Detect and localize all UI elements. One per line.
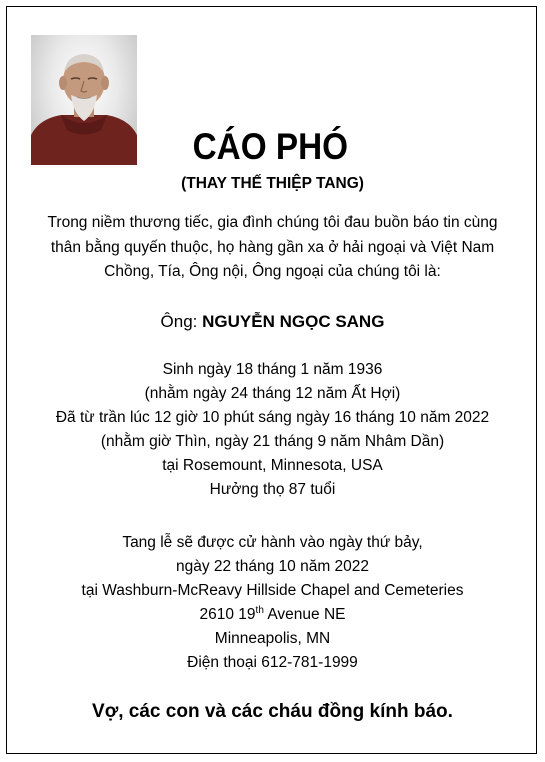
age: Hưởng thọ 87 tuổi [209,481,336,498]
death-date: Đã từ trần lúc 12 giờ 10 phút sáng ngày 16 tháng 10 năm 2022 [55,409,490,426]
deceased-name-line [0,312,545,332]
intro-line-3: Chồng, Tía, Ông nội, Ông ngoại của chúng tôi là: [104,263,441,280]
death-lunar-date: (nhằm giờ Thìn, ngày 21 tháng 9 năm Nhâm Dần) [100,433,445,450]
funeral-venue: tại Washburn-McReavy Hillside Chapel and Cemeteries [81,582,464,599]
death-place: tại Rosemount, Minnesota, USA [162,457,383,474]
birth-date: Sinh ngày 18 tháng 1 năm 1936 [162,361,383,378]
funeral-date: ngày 22 tháng 10 năm 2022 [175,558,370,575]
notice-title: CÁO PHÓ [192,126,349,167]
funeral-address: 2610 19th Avenue NE [199,604,346,623]
funeral-line-1: Tang lễ sẽ được cử hành vào ngày thứ bảy, [122,534,423,551]
notice-subtitle: (THAY THẾ THIỆP TANG) [181,175,364,192]
intro-line-2: thân bằng quyến thuộc, họ hàng gần xa ở hải ngoại và Việt Nam [50,239,495,256]
deceased-name: NGUYỄN NGỌC SANG [202,312,385,331]
name-prefix: Ông: [160,312,203,331]
closing-signature: Vợ, các con và các cháu đồng kính báo. [92,701,453,722]
funeral-phone: Điện thoại 612-781-1999 [187,654,358,671]
funeral-city: Minneapolis, MN [214,630,331,647]
intro-line-1: Trong niềm thương tiếc, gia đình chúng tôi đau buồn báo tin cùng [47,214,498,231]
birth-lunar-date: (nhằm ngày 24 tháng 12 năm Ất Hợi) [144,385,401,402]
